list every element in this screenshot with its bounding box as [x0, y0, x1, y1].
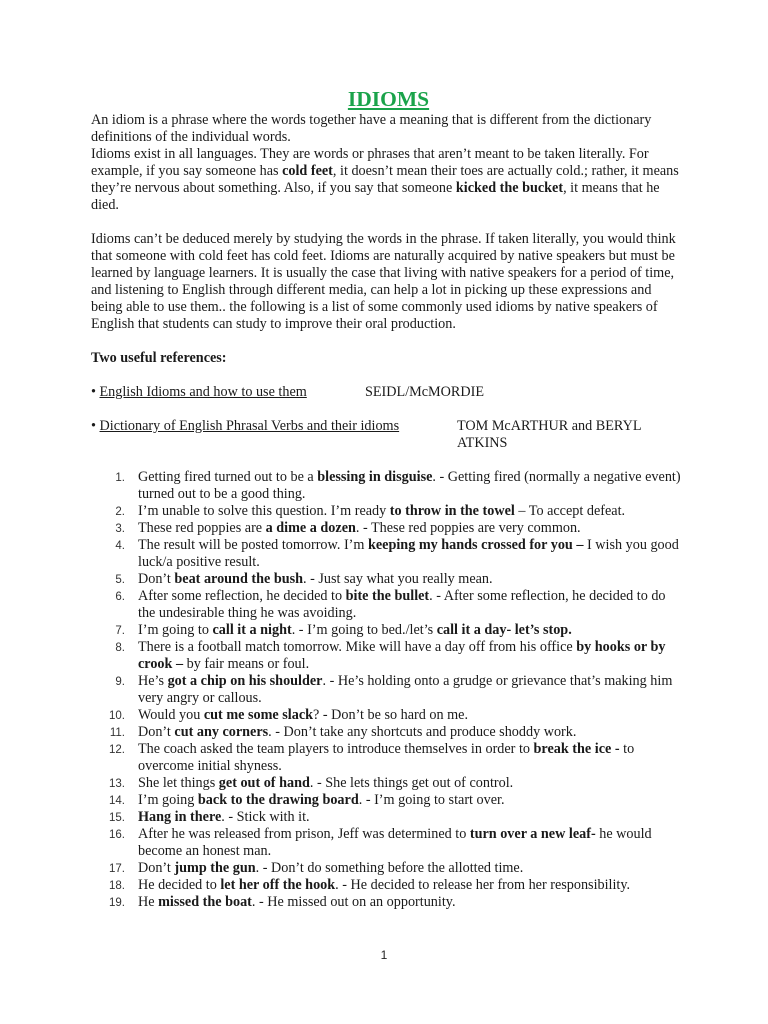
idiom-phrase: cut any corners [174, 724, 269, 740]
idiom-item [91, 537, 686, 571]
idiom-item [91, 741, 686, 775]
idiom-meaning: . - She lets things get out of control. [309, 775, 514, 791]
idiom-meaning: . - After some reflection, he decided to do the undesirable thing he was avoiding. [138, 588, 666, 621]
idiom-number: 14. [109, 795, 125, 807]
idiom-phrase: back to the drawing board [197, 792, 359, 808]
idiom-item [91, 724, 686, 741]
intro-paragraph-2 [91, 146, 686, 214]
idiom-meaning: ? - Don’t be so hard on me. [313, 707, 468, 723]
idiom-number: 12. [109, 744, 125, 756]
idiom-number: 6. [115, 591, 125, 603]
idiom-phrase: cut me some slack [203, 707, 314, 723]
idiom-sentence: These red poppies are [138, 520, 266, 536]
idiom-meaning: . - These red poppies are very common. [355, 520, 581, 536]
intro-definition: An idiom is a phrase where the words together have a meaning that is different from the dictionary definitions of the individual words. [91, 112, 652, 145]
reference-item-2 [91, 418, 686, 452]
idiom-phrase: get out of hand [218, 775, 310, 791]
idiom-meaning: . - Just say what you really mean. [303, 571, 493, 587]
idiom-phrase: bite the bullet [345, 588, 430, 604]
idiom-list [91, 469, 686, 911]
idiom-meaning: . - I’m going to bed./let’s [291, 622, 437, 638]
idiom-phrase: missed the boat [158, 894, 252, 910]
idiom-item [91, 860, 686, 877]
idiom-phrase: a dime a dozen [265, 520, 356, 536]
idiom-phrase: beat around the bush [174, 571, 304, 587]
idiom-sentence: Getting fired turned out to be a [138, 469, 318, 485]
idiom-meaning: . - Stick with it. [221, 809, 310, 825]
idiom-number: 19. [109, 897, 125, 909]
bullet-icon: • [91, 418, 96, 434]
idiom-phrase: break the ice - [533, 741, 620, 757]
idiom-meaning: – To accept defeat. [514, 503, 626, 519]
idiom-meaning: . - Don’t take any shortcuts and produce shoddy work. [268, 724, 577, 740]
idiom-meaning: he would become an honest man. [138, 826, 652, 859]
idiom-number: 16. [109, 829, 125, 841]
idiom-item [91, 792, 686, 809]
reference-author: TOM McARTHUR and BERYL ATKINS [457, 418, 641, 451]
idiom-sentence: Would you [138, 707, 204, 723]
idiom-sentence: Don’t [138, 860, 175, 876]
idiom-number: 7. [115, 625, 125, 637]
spacer [91, 401, 686, 418]
idiom-sentence: He decided to [138, 877, 221, 893]
idiom-meaning: I wish you good luck/a positive result. [138, 537, 679, 570]
spacer [91, 452, 686, 469]
idiom-phrase: let her off the hook [220, 877, 336, 893]
idiom-item [91, 520, 686, 537]
idiom-phrase: keeping my hands crossed for you – [367, 537, 584, 553]
idiom-phrase: got a chip on his shoulder [167, 673, 323, 689]
idiom-sentence: Don’t [138, 571, 175, 587]
idiom-number: 4. [115, 540, 125, 552]
reference-item-1 [91, 384, 686, 401]
idiom-sentence: After some reflection, he decided to [138, 588, 346, 604]
idiom-item [91, 877, 686, 894]
page-title: IDIOMS [347, 87, 430, 111]
idiom-number: 3. [115, 523, 125, 535]
idiom-sentence: The coach asked the team players to introduce themselves in order to [138, 741, 534, 757]
idiom-meaning: . - I’m going to start over. [358, 792, 505, 808]
spacer [91, 214, 686, 231]
idiom-phrase: blessing in disguise [317, 469, 433, 485]
idiom-sentence: I’m unable to solve this question. I’m ready [138, 503, 390, 519]
intro-p2-text-2: , it doesn’t mean their toes are actually cold.; rather, it means they’re nervous about something. Also, if you say that someone [91, 163, 679, 196]
idiom-phrase: turn over a new leaf- [469, 826, 596, 842]
idiom-sentence: He’s [138, 673, 168, 689]
idiom-item [91, 639, 686, 673]
idiom-item [91, 707, 686, 724]
idiom-number: 13. [109, 778, 125, 790]
idiom-meaning: . - He decided to release her from her responsibility. [335, 877, 631, 893]
reference-title: Dictionary of English Phrasal Verbs and their idioms [99, 418, 400, 434]
intro-p2-bold-2: kicked the bucket [455, 180, 564, 196]
idiom-sentence: I’m going [138, 792, 198, 808]
idiom-item [91, 775, 686, 792]
idiom-sentence: She let things [138, 775, 219, 791]
idiom-sentence: The result will be posted tomorrow. I’m [138, 537, 368, 553]
idiom-meaning: . - Don’t do something before the allotted time. [255, 860, 524, 876]
idiom-phrase: to throw in the towel [389, 503, 515, 519]
idiom-phrase: Hang in there [138, 809, 222, 825]
idiom-number: 8. [115, 642, 125, 654]
page-number: 1 [380, 948, 388, 962]
idiom-meaning: . - He missed out on an opportunity. [251, 894, 456, 910]
idiom-sentence: There is a football match tomorrow. Mike will have a day off from his office [138, 639, 577, 655]
spacer [91, 367, 686, 384]
idiom-sentence: After he was released from prison, Jeff was determined to [138, 826, 470, 842]
idiom-meaning: . - He’s holding onto a grudge or grievance that’s making him very angry or callous. [138, 673, 673, 706]
idiom-number: 10. [109, 710, 125, 722]
idiom-meaning: by fair means or foul. [183, 656, 310, 672]
idiom-phrase: call it a night [212, 622, 292, 638]
idiom-item [91, 673, 686, 707]
idiom-item [91, 826, 686, 860]
idiom-number: 15. [109, 812, 125, 824]
idiom-number: 17. [109, 863, 125, 875]
idiom-item [91, 588, 686, 622]
idiom-number: 1. [115, 472, 125, 484]
idiom-item [91, 809, 686, 826]
idiom-number: 2. [115, 506, 125, 518]
idiom-meaning: . - Getting fired (normally a negative event) turned out to be a good thing. [138, 469, 681, 502]
idiom-sentence: He [138, 894, 159, 910]
idiom-phrase: by hooks or by crook – [138, 639, 666, 672]
idiom-sentence: Don’t [138, 724, 175, 740]
spacer [91, 333, 686, 350]
idiom-item [91, 469, 686, 503]
idiom-item [91, 503, 686, 520]
intro-p2-text-1: Idioms exist in all languages. They are words or phrases that aren’t meant to be taken literally. For example, if you say someone has [91, 146, 649, 179]
idiom-number: 5. [115, 574, 125, 586]
idiom-sentence: I’m going to [138, 622, 213, 638]
reference-title: English Idioms and how to use them [99, 384, 307, 400]
idiom-number: 9. [115, 676, 125, 688]
idiom-item [91, 894, 686, 911]
intro-p2-text-3: , it means that he died. [91, 180, 660, 213]
intro-paragraph-3: Idioms can’t be deduced merely by studying the words in the phrase. If taken literally, you would think that someone with cold feet has cold feet. Idioms are naturally acquired by native speakers but must be learned by language learners. It is usually the case that living with native speakers for a period of time, and listening to English through different media, can help a lot in picking up these expressions and being able to use them.. the following is a list of some commonly used idioms by native speakers of English that students can study to improve their oral production. [91, 231, 676, 332]
idiom-item [91, 622, 686, 639]
idiom-item [91, 571, 686, 588]
document-page [91, 86, 686, 911]
idiom-number: 11. [109, 727, 125, 739]
bullet-icon: • [91, 384, 96, 400]
reference-author: SEIDL/McMORDIE [365, 384, 485, 400]
references-heading: Two useful references: [91, 350, 227, 366]
idiom-meaning: to overcome initial shyness. [138, 741, 635, 774]
idiom-number: 18. [109, 880, 125, 892]
idiom-phrase: jump the gun [174, 860, 256, 876]
idiom-phrase: call it a day- let’s stop. [436, 622, 572, 638]
intro-p2-bold-1: cold feet [282, 163, 333, 179]
